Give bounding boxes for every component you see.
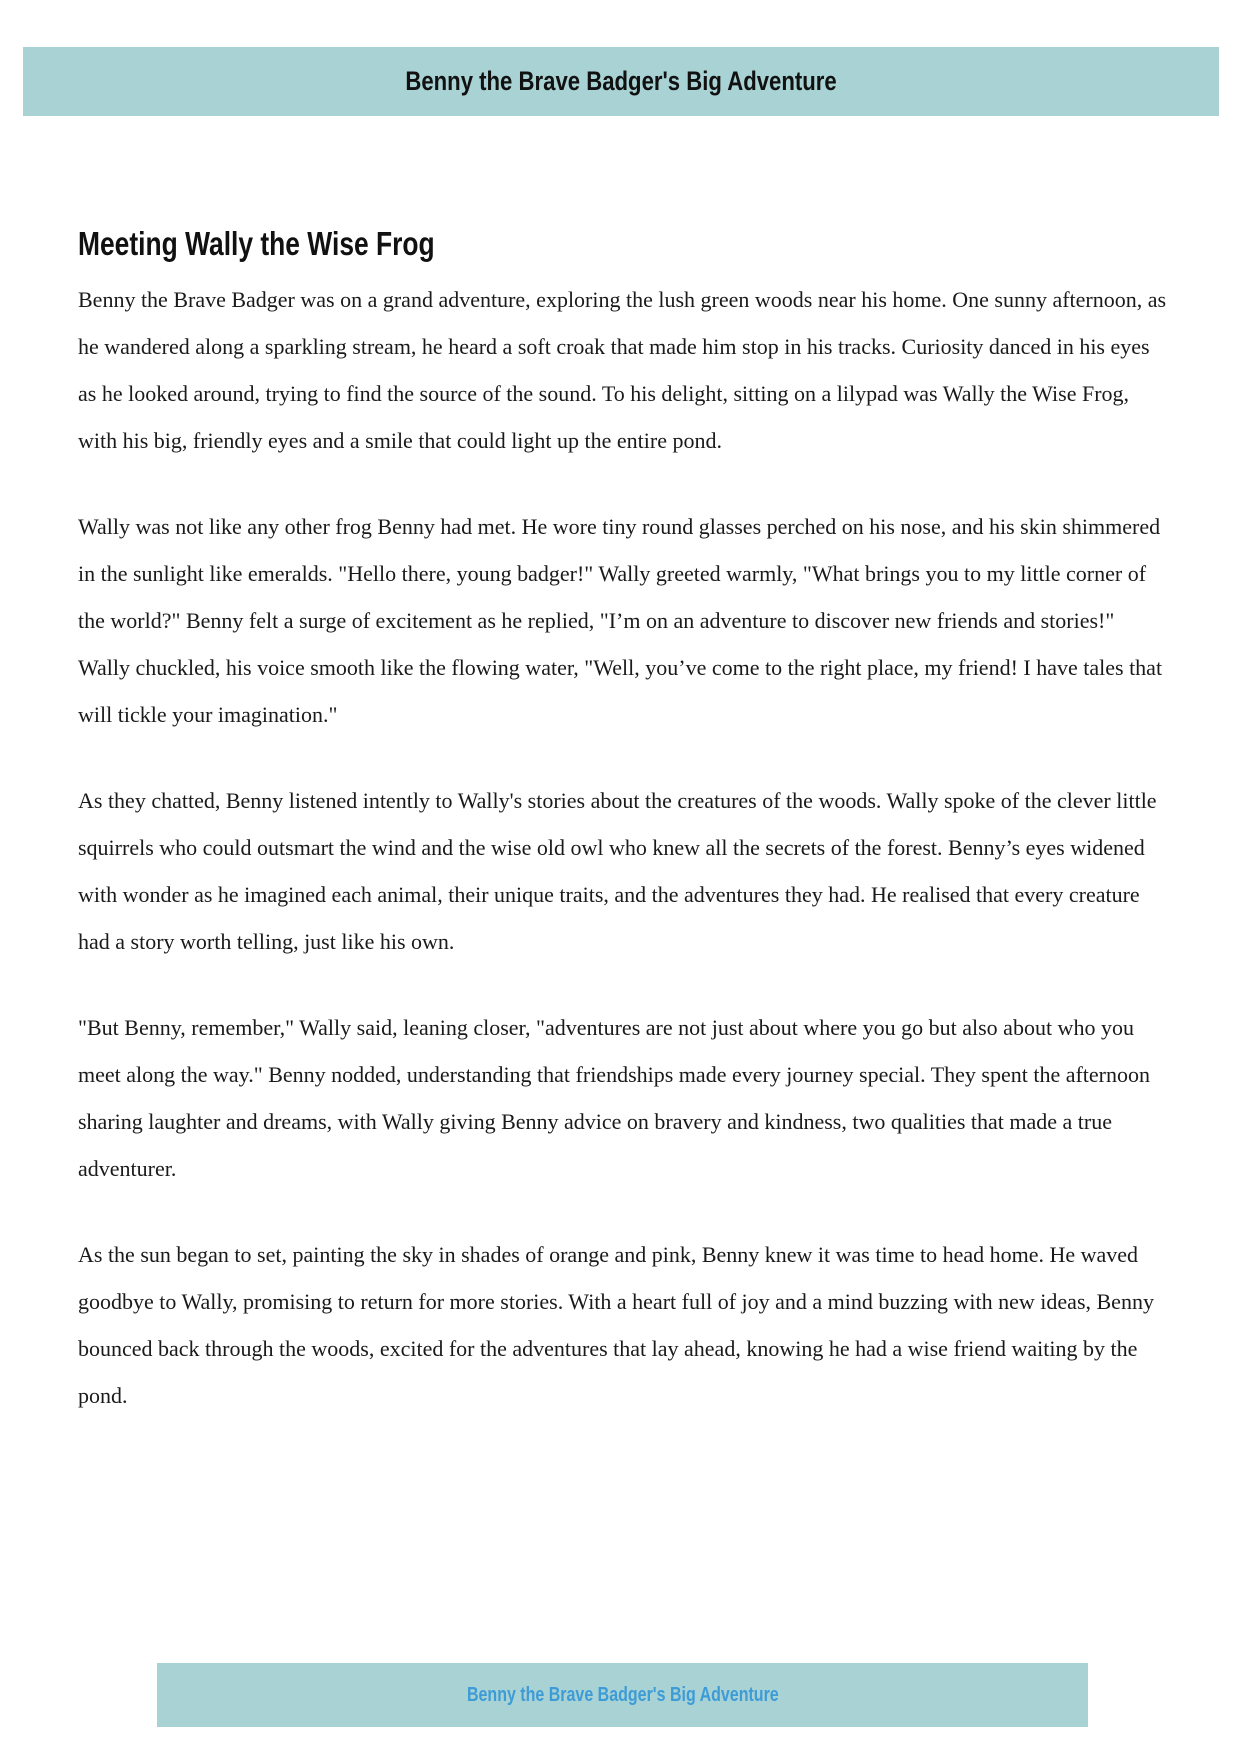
book-title: Benny the Brave Badger's Big Adventure <box>405 66 837 96</box>
story-paragraph: Wally was not like any other frog Benny had met. He wore tiny round glasses perched on his nose, and his skin shimmered in the sunlight like emeralds. "Hello there, young badger!" Wally greeted warmly, "What brings you to my little corner of the world?" Benny felt a surge of excitement as he replied, "I’m on an adventure to discover new friends and stories!" Wally chuckled, his voice smooth like the flowing water, "Well, you’ve come to the right place, my friend! I have tales that will tickle your imagination." <box>78 514 1163 727</box>
story-paragraph: Benny the Brave Badger was on a grand adventure, exploring the lush green woods near his home. One sunny afternoon, as he wandered along a sparkling stream, he heard a soft croak that made him stop in his tracks. Curiosity danced in his eyes as he looked around, trying to find the source of the sound. To his delight, sitting on a lilypad was Wally the Wise Frog, with his big, friendly eyes and a smile that could light up the entire pond. <box>78 287 1167 453</box>
footer-banner <box>157 1663 1088 1727</box>
story-paragraph: As they chatted, Benny listened intently to Wally's stories about the creatures of the woods. Wally spoke of the clever little squirrels who could outsmart the wind and the wise old owl who knew all the secrets of the forest. Benny’s eyes widened with wonder as he imagined each animal, their unique traits, and the adventures they had. He realised that every creature had a story worth telling, just like his own. <box>78 788 1157 954</box>
story-paragraph: As the sun began to set, painting the sky in shades of orange and pink, Benny knew it was time to head home. He waved goodbye to Wally, promising to return for more stories. With a heart full of joy and a mind buzzing with new ideas, Benny bounced back through the woods, excited for the adventures that lay ahead, knowing he had a wise friend waiting by the pond. <box>78 1242 1154 1408</box>
chapter-content <box>78 222 1168 1458</box>
story-paragraph: "But Benny, remember," Wally said, leaning closer, "adventures are not just about where you go but also about who you meet along the way." Benny nodded, understanding that friendships made every journey special. They spent the afternoon sharing laughter and dreams, with Wally giving Benny advice on bravery and kindness, two qualities that made a true adventurer. <box>78 1015 1151 1181</box>
footer-book-title: Benny the Brave Badger's Big Adventure <box>466 1683 779 1706</box>
chapter-title: Meeting Wally the Wise Frog <box>78 225 435 262</box>
header-banner <box>23 47 1219 116</box>
